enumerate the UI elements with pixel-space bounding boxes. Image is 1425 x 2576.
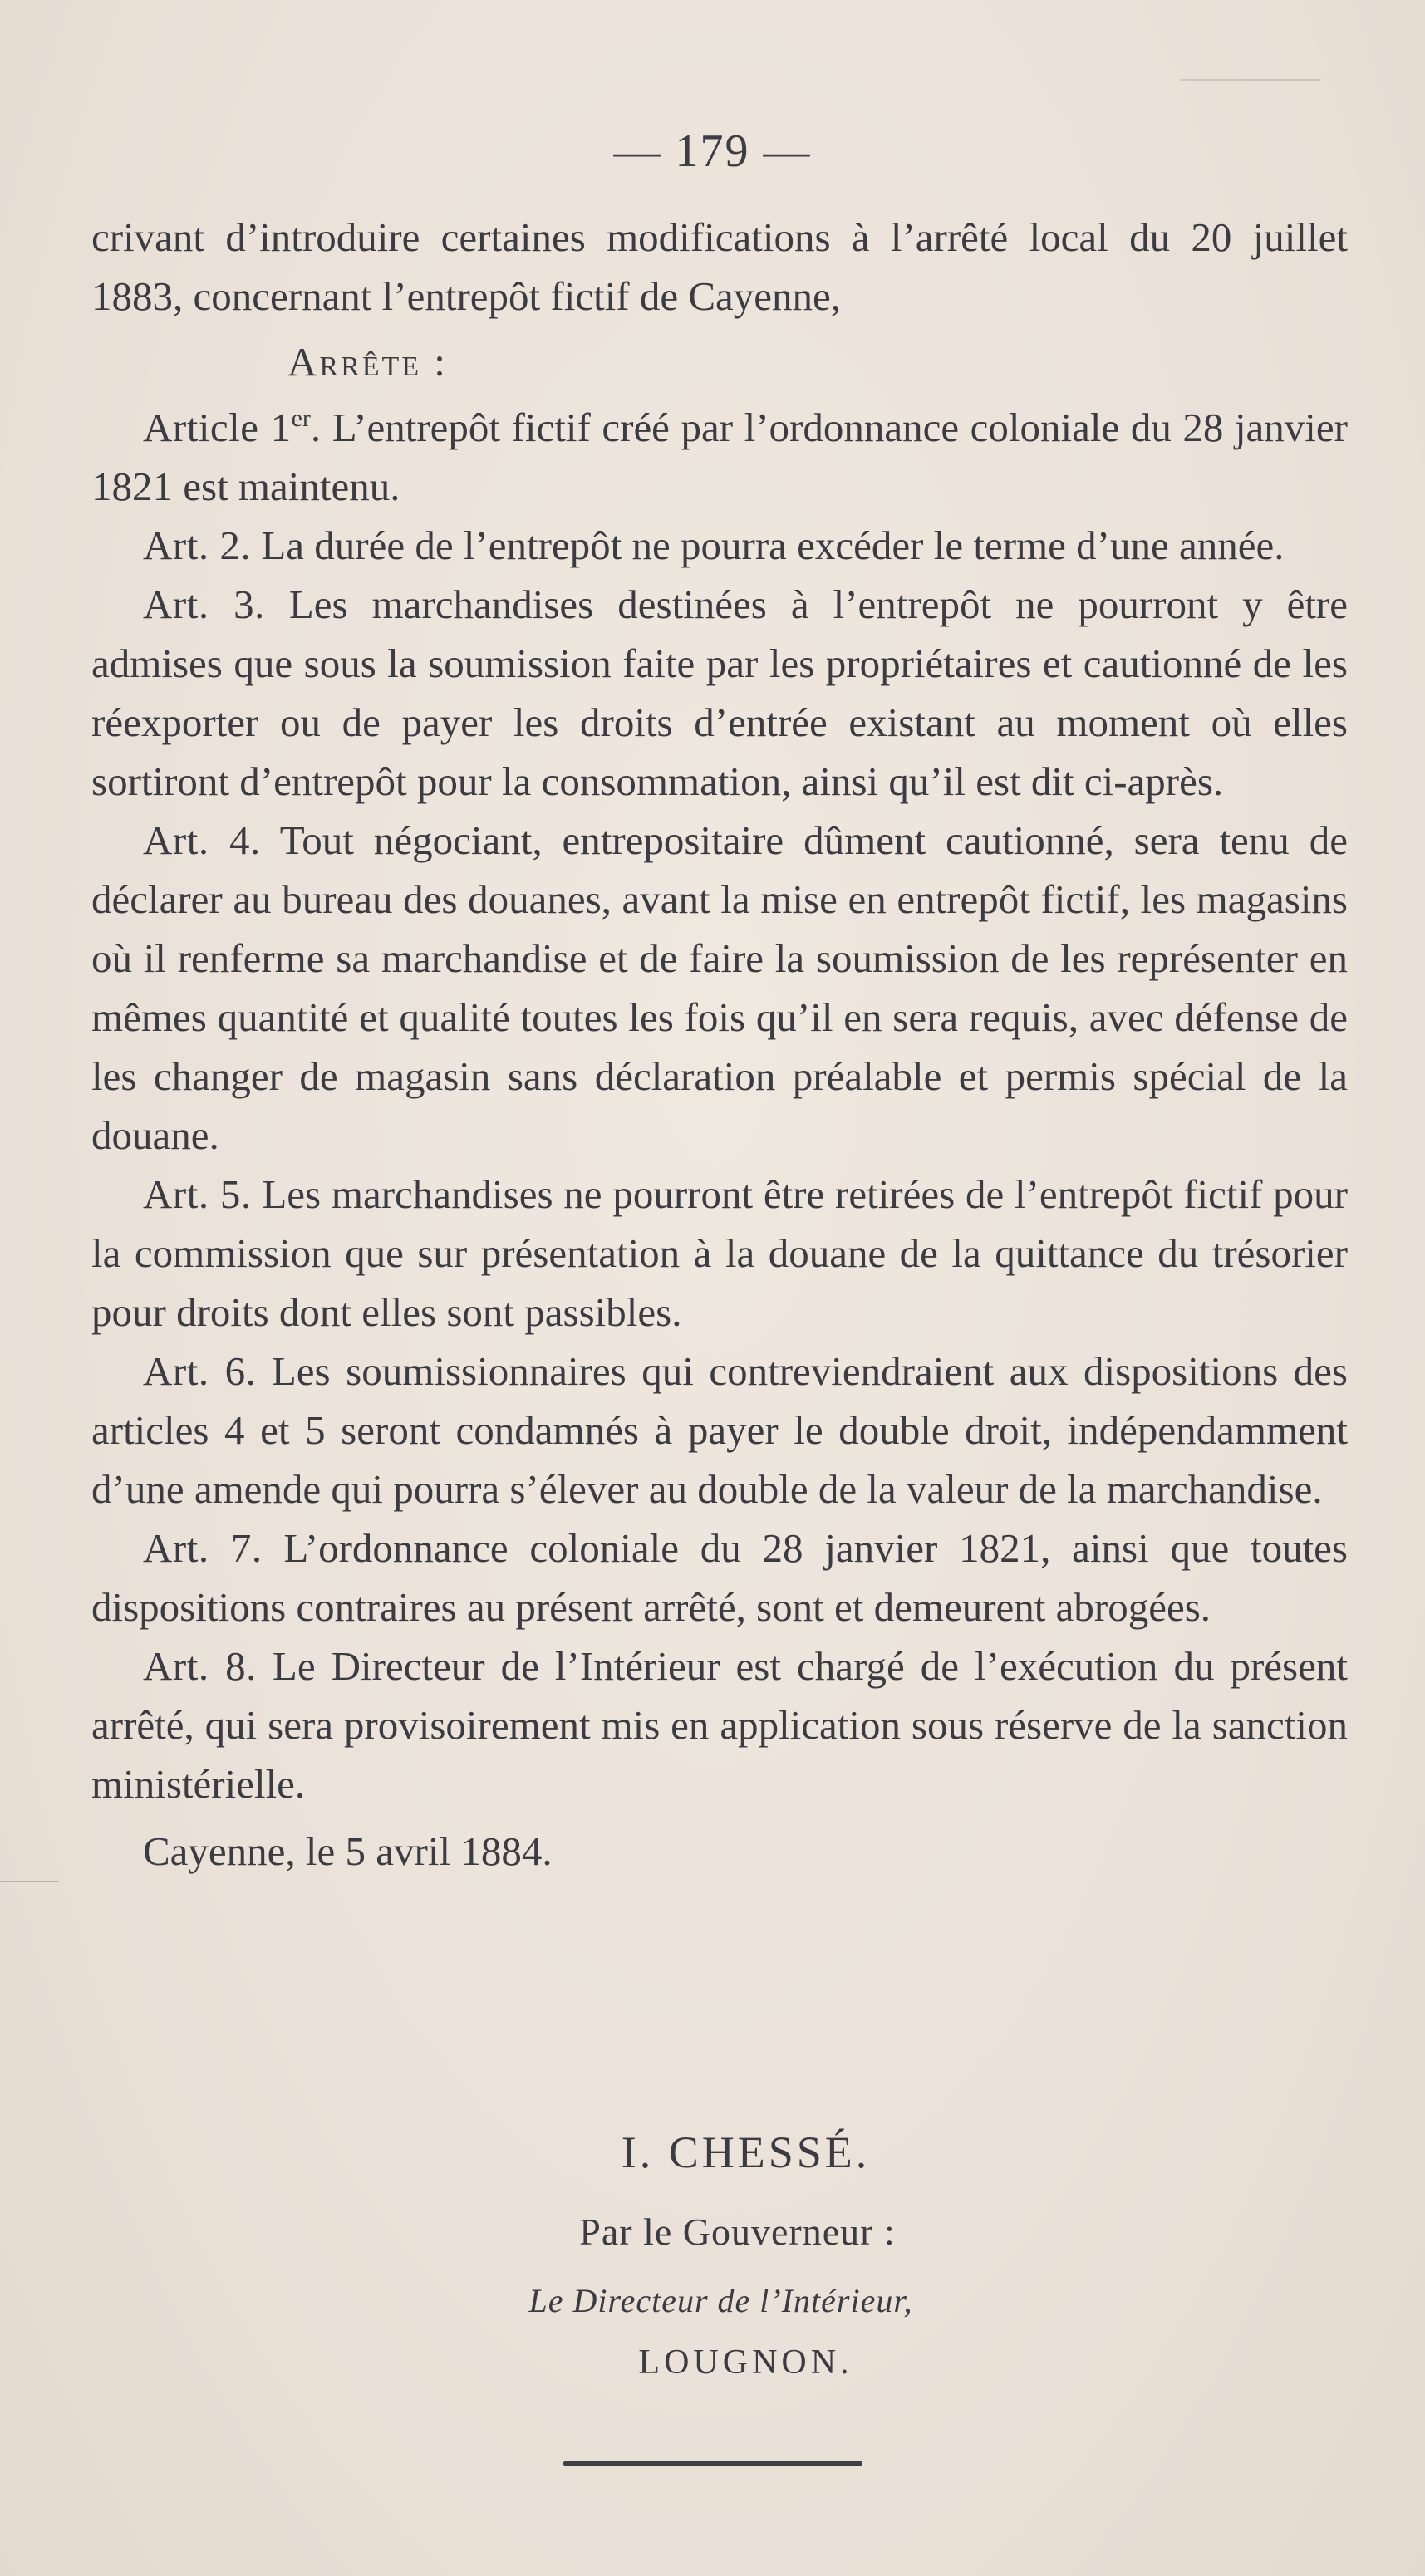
article-1 — [91, 398, 1348, 516]
margin-mark — [0, 1881, 58, 1882]
article-3 — [91, 575, 1348, 811]
article-superscript: er — [291, 405, 311, 432]
corner-scan-mark — [1180, 79, 1321, 81]
page-number: — 179 — — [613, 125, 812, 177]
article-text: Le Directeur de l’Intérieur est chargé de l’exécution du présent arrêté, qui sera provisoirement mis en application sous réserve de la sanction ministérielle. — [91, 1643, 1348, 1807]
article-8 — [91, 1636, 1348, 1813]
article-text: Les marchandises destinées à l’entrepôt ne pourront y être admises que sous la soumission faite par les propriétaires et cautionné de les réexporter ou de payer les droits d’entrée existant au moment où elles sortiront d’entrepôt pour la consommation, ainsi qu’il est dit ci-après. — [91, 581, 1348, 804]
article-text: Les soumissionnaires qui contreviendraient aux dispositions des articles 4 et 5 seront condamnés à payer le double droit, indépendamment d’une amende qui pourra s’élever au double de la valeur de la marchandise. — [91, 1348, 1348, 1512]
body-text — [91, 208, 1348, 1881]
closing-rule — [563, 2461, 862, 2466]
article-label: Art. 3. — [143, 581, 265, 627]
article-label: Art. 6. — [143, 1348, 257, 1394]
article-label: Art. 5. — [143, 1171, 252, 1217]
article-6 — [91, 1342, 1348, 1519]
article-text: Tout négociant, entrepositaire dûment cautionné, sera tenu de déclarer au bureau des douanes, avant la mise en entrepôt fictif, les magasins où il renferme sa marchandise et de faire la soumission de les représenter en mêmes quantité et qualité toutes les fois qu’il en sera requis, avec défense de les changer de magasin sans déclaration préalable et permis spécial de la douane. — [91, 817, 1348, 1158]
article-label: Art. 4. — [143, 817, 261, 863]
by-governor-line: Par le Gouverneur : — [579, 2210, 896, 2253]
article-7 — [91, 1519, 1348, 1636]
article-label: Art. 7. — [143, 1525, 263, 1571]
paragraph-continuation — [91, 208, 1348, 326]
article-text: Les marchandises ne pourront être retirées de l’entrepôt fictif pour la commission que sur présentation à la douane de la quittance du trésorier pour droits dont elles sont passibles. — [91, 1171, 1348, 1335]
article-4 — [91, 811, 1348, 1165]
article-label: Art. 2. — [143, 523, 252, 568]
article-text: . L’entrepôt fictif créé par l’ordonnance coloniale du 28 janvier 1821 est maintenu. — [91, 405, 1348, 509]
director-title: Le Directeur de l’Intérieur, — [528, 2282, 913, 2319]
article-2 — [91, 516, 1348, 575]
signatory-name: I. CHESSÉ. — [621, 2127, 871, 2177]
article-5 — [91, 1165, 1348, 1342]
paragraph-text: crivant d’introduire certaines modifications à l’arrêté local du 20 juillet 1883, concernant l’entrepôt fictif de Cayenne, — [91, 214, 1348, 319]
arrete-heading: Arrête : — [287, 339, 448, 385]
director-name: LOUGNON. — [638, 2343, 853, 2382]
article-label: Art. 8. — [143, 1643, 257, 1689]
closing-date-line: Cayenne, le 5 avril 1884. — [143, 1828, 553, 1874]
article-label: Article 1 — [143, 405, 292, 450]
article-text: L’ordonnance coloniale du 28 janvier 1821, ainsi que toutes dispositions contraires au présent arrêté, sont et demeurent abrogées. — [91, 1525, 1349, 1630]
article-text: La durée de l’entrepôt ne pourra excéder le terme d’une année. — [251, 523, 1285, 568]
